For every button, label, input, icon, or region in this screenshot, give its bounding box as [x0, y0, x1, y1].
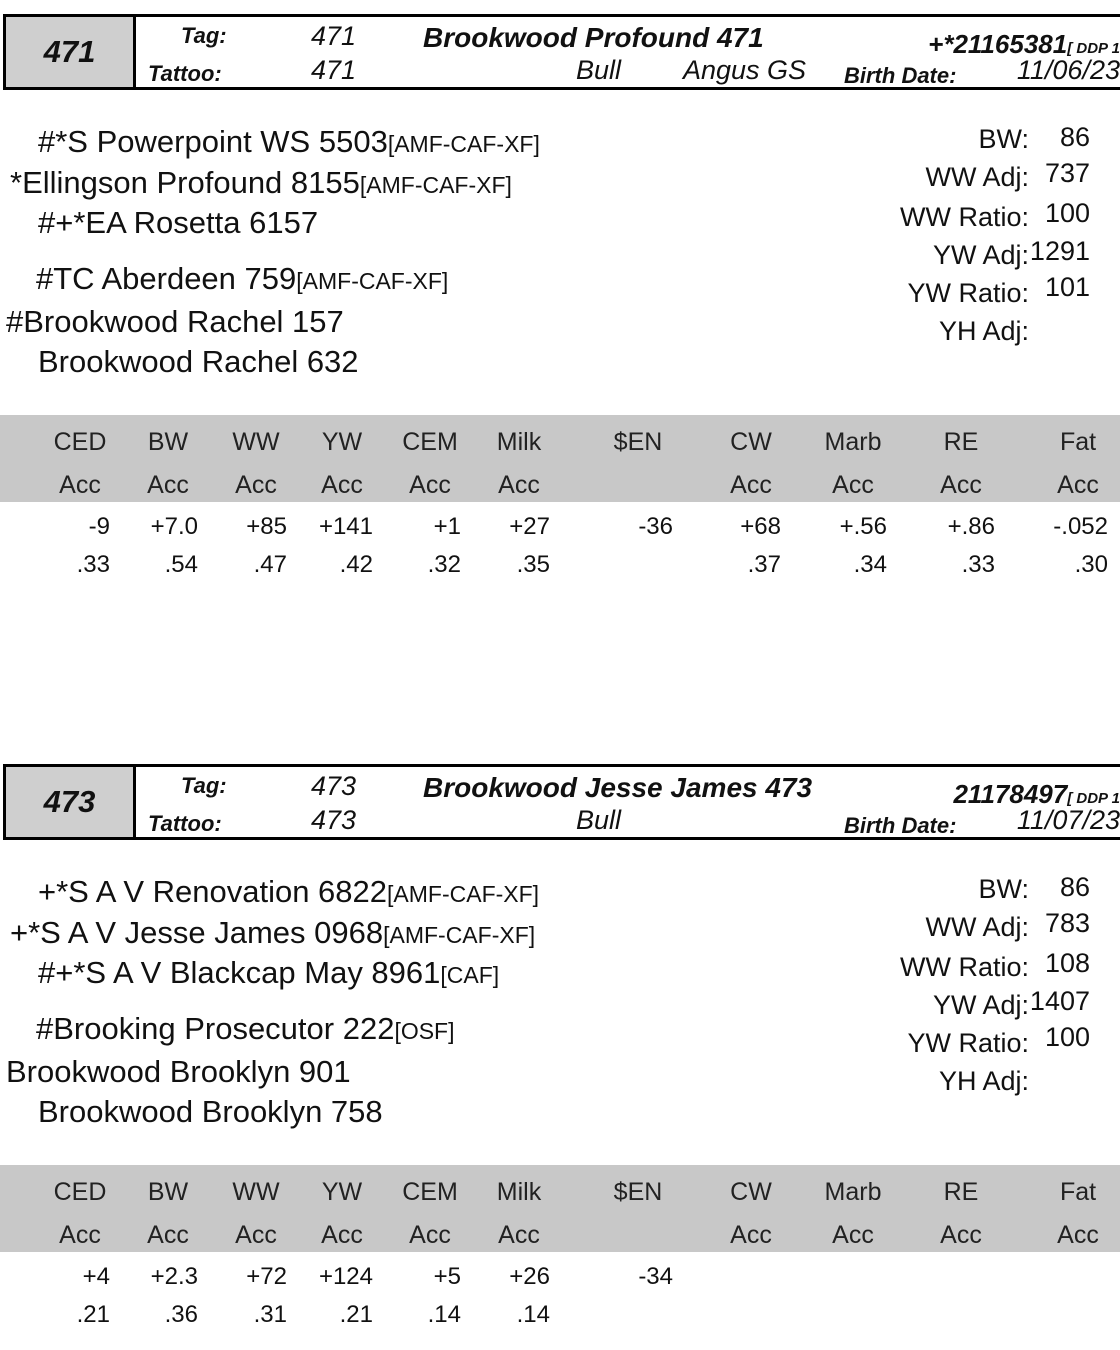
perf-value-yw-ratio: 101: [1044, 272, 1090, 302]
pedigree-suffix: [OSF]: [394, 1018, 455, 1044]
epd-column-header: Fat: [1059, 1178, 1097, 1206]
acc-value: .32: [427, 551, 461, 578]
epd-header-band: [0, 1165, 1120, 1252]
perf-label-yh-adj: YH Adj:: [938, 1066, 1029, 1096]
acc-value: .14: [427, 1301, 461, 1328]
animal-name: Brookwood Jesse James 473: [423, 772, 813, 803]
epd-column-header: CED: [53, 1178, 107, 1206]
registration-value: +*21165381: [928, 29, 1068, 59]
pedigree-sire-dam: [38, 957, 499, 988]
epd-acc-header: Acc: [235, 1221, 277, 1249]
perf-label-yw-adj: YW Adj:: [932, 990, 1029, 1020]
pedigree-name: Brookwood Brooklyn 901: [6, 1054, 351, 1089]
sex: Bull: [576, 805, 622, 835]
epd-column-header: Milk: [496, 428, 542, 456]
pedigree-suffix: [AMF-CAF-XF]: [387, 881, 540, 907]
acc-value: .21: [339, 1301, 373, 1328]
epd-column-header: RE: [943, 1178, 979, 1206]
epd-column-header: YW: [321, 1178, 363, 1206]
epd-column-header: $EN: [613, 1178, 663, 1206]
epd-column-header: CEM: [402, 1178, 458, 1206]
pedigree-name: +*S A V Jesse James 0968: [10, 915, 384, 950]
perf-label-ww-adj: WW Adj:: [925, 912, 1029, 942]
epd-acc-header: Acc: [498, 471, 540, 499]
epd-column-header: RE: [943, 428, 979, 456]
pedigree-suffix: [AMF-CAF-XF]: [359, 172, 512, 198]
birth-date-label: Birth Date:: [844, 63, 957, 88]
perf-label-yw-ratio: YW Ratio:: [907, 278, 1029, 308]
epd-value: -9: [88, 513, 110, 540]
pedigree-name: *Ellingson Profound 8155: [10, 165, 360, 200]
pedigree-suffix: [AMF-CAF-XF]: [383, 922, 536, 948]
acc-value: .47: [253, 551, 287, 578]
pedigree-name: #TC Aberdeen 759: [36, 261, 297, 296]
acc-value: .34: [853, 551, 887, 578]
pedigree-name: #+*EA Rosetta 6157: [38, 205, 319, 240]
acc-value: .37: [747, 551, 781, 578]
pedigree-dam-dam: [38, 1096, 383, 1127]
epd-acc-header: Acc: [832, 1221, 874, 1249]
registration-value: 21178497: [953, 779, 1068, 809]
acc-value: .33: [961, 551, 995, 578]
perf-label-yh-adj: YH Adj:: [938, 316, 1029, 346]
perf-label-ww-adj: WW Adj:: [925, 162, 1029, 192]
epd-value: +7.0: [150, 513, 198, 540]
animal-name: Brookwood Profound 471: [423, 22, 764, 53]
epd-column-header: Marb: [824, 428, 882, 456]
birth-date: 11/06/23: [1016, 55, 1120, 85]
pedigree-name: #+*S A V Blackcap May 8961: [38, 955, 441, 990]
perf-label-yw-adj: YW Adj:: [932, 240, 1029, 270]
epd-acc-header: Acc: [730, 1221, 772, 1249]
perf-label-yw-ratio: YW Ratio:: [907, 1028, 1029, 1058]
tattoo-value: 473: [311, 805, 357, 835]
pedigree-sire-dam: [38, 207, 318, 238]
epd-acc-header: Acc: [147, 471, 189, 499]
epd-acc-header: Acc: [409, 1221, 451, 1249]
epd-value: +.56: [839, 513, 887, 540]
acc-value: .36: [164, 1301, 198, 1328]
acc-value: .21: [76, 1301, 110, 1328]
perf-value-ww-ratio: 100: [1044, 198, 1090, 228]
birth-date: 11/07/23: [1016, 805, 1120, 835]
epd-value: +4: [82, 1263, 110, 1290]
pedigree-name: Brookwood Brooklyn 758: [38, 1094, 383, 1129]
epd-column-header: WW: [232, 1178, 280, 1206]
tag-label: Tag:: [181, 23, 227, 48]
registration-number: [928, 31, 1120, 57]
pedigree-name: #Brookwood Rachel 157: [6, 304, 344, 339]
epd-acc-header: Acc: [235, 471, 277, 499]
pedigree-suffix: [AMF-CAF-XF]: [387, 131, 540, 157]
epd-column-header: Milk: [496, 1178, 542, 1206]
perf-value-ww-ratio: 108: [1044, 948, 1090, 978]
epd-acc-header: Acc: [321, 1221, 363, 1249]
perf-label-ww-ratio: WW Ratio:: [899, 202, 1029, 232]
acc-value: .30: [1074, 551, 1108, 578]
epd-value: +85: [246, 513, 287, 540]
tattoo-label: Tattoo:: [148, 61, 222, 86]
tag-value: 471: [311, 21, 357, 51]
acc-value: .31: [253, 1301, 287, 1328]
pedigree-dam-dam: [38, 346, 359, 377]
epd-value: +26: [509, 1263, 550, 1290]
acc-value: .42: [339, 551, 373, 578]
perf-label-bw: BW:: [978, 124, 1029, 154]
registration-number: [953, 781, 1120, 807]
lot-header: [3, 14, 1120, 90]
perf-label-bw: BW:: [978, 874, 1029, 904]
epd-column-header: WW: [232, 428, 280, 456]
pedigree-dam: [6, 306, 344, 337]
epd-value: -36: [638, 513, 673, 540]
pedigree-sire-sire: [38, 126, 540, 157]
epd-column-header: CW: [730, 428, 772, 456]
pedigree-name: #*S Powerpoint WS 5503: [38, 124, 388, 159]
birth-date-label: Birth Date:: [844, 813, 957, 838]
perf-value-ww-adj: 783: [1044, 908, 1090, 938]
epd-column-header: Marb: [824, 1178, 882, 1206]
lot-section: [0, 750, 1120, 1350]
epd-acc-header: Acc: [1057, 1221, 1099, 1249]
pedigree-name: #Brooking Prosecutor 222: [36, 1011, 395, 1046]
epd-column-header: CED: [53, 428, 107, 456]
epd-value: +141: [318, 513, 373, 540]
lot-number: 473: [6, 767, 136, 837]
epd-value: +27: [509, 513, 550, 540]
pedigree-sire: [10, 167, 512, 198]
pedigree-name: Brookwood Rachel 632: [38, 344, 359, 379]
epd-acc-header: Acc: [59, 471, 101, 499]
epd-acc-header: Acc: [730, 471, 772, 499]
epd-acc-header: Acc: [321, 471, 363, 499]
acc-value: .35: [516, 551, 550, 578]
acc-value: .54: [164, 551, 198, 578]
pedigree-dam-sire: [36, 263, 448, 294]
epd-header-band: [0, 415, 1120, 502]
perf-value-yw-ratio: 100: [1044, 1022, 1090, 1052]
epd-value: +1: [433, 513, 461, 540]
epd-acc-header: Acc: [1057, 471, 1099, 499]
epd-column-header: YW: [321, 428, 363, 456]
perf-value-ww-adj: 737: [1044, 158, 1090, 188]
perf-value-bw: 86: [1059, 122, 1090, 152]
lot-number: 471: [6, 17, 136, 87]
perf-label-ww-ratio: WW Ratio:: [899, 952, 1029, 982]
pedigree-suffix: [AMF-CAF-XF]: [296, 268, 449, 294]
lot-header: [3, 764, 1120, 840]
epd-column-header: Fat: [1059, 428, 1097, 456]
epd-column-header: $EN: [613, 428, 663, 456]
breed: Angus GS: [683, 55, 807, 85]
pedigree-sire: [10, 917, 535, 948]
epd-value: +2.3: [150, 1263, 198, 1290]
epd-acc-header: Acc: [498, 1221, 540, 1249]
epd-column-header: BW: [147, 428, 189, 456]
pedigree-dam: [6, 1056, 351, 1087]
perf-value-yw-adj: 1407: [1029, 986, 1090, 1016]
epd-column-header: BW: [147, 1178, 189, 1206]
pedigree-sire-sire: [38, 876, 539, 907]
epd-column-header: CW: [730, 1178, 772, 1206]
epd-value: -.052: [1053, 513, 1108, 540]
pedigree-suffix: [CAF]: [440, 962, 500, 988]
tattoo-value: 471: [311, 55, 357, 85]
epd-acc-header: Acc: [940, 1221, 982, 1249]
acc-value: .14: [516, 1301, 550, 1328]
acc-value: .33: [76, 551, 110, 578]
epd-column-header: CEM: [402, 428, 458, 456]
registration-suffix: [ DDP 1: [1067, 40, 1120, 57]
epd-value: +68: [740, 513, 781, 540]
epd-acc-header: Acc: [409, 471, 451, 499]
perf-value-yw-adj: 1291: [1029, 236, 1090, 266]
tag-label: Tag:: [181, 773, 227, 798]
epd-value: +124: [318, 1263, 373, 1290]
epd-acc-header: Acc: [59, 1221, 101, 1249]
epd-value: -34: [638, 1263, 673, 1290]
tag-value: 473: [311, 771, 357, 801]
epd-acc-header: Acc: [940, 471, 982, 499]
pedigree-dam-sire: [36, 1013, 455, 1044]
registration-suffix: [ DDP 1: [1067, 790, 1120, 807]
perf-value-bw: 86: [1059, 872, 1090, 902]
epd-acc-header: Acc: [832, 471, 874, 499]
epd-value: +72: [246, 1263, 287, 1290]
pedigree-name: +*S A V Renovation 6822: [38, 874, 388, 909]
tattoo-label: Tattoo:: [148, 811, 222, 836]
epd-value: +.86: [947, 513, 995, 540]
epd-value: +5: [433, 1263, 461, 1290]
lot-section: [0, 0, 1120, 600]
epd-acc-header: Acc: [147, 1221, 189, 1249]
sex: Bull: [576, 55, 622, 85]
